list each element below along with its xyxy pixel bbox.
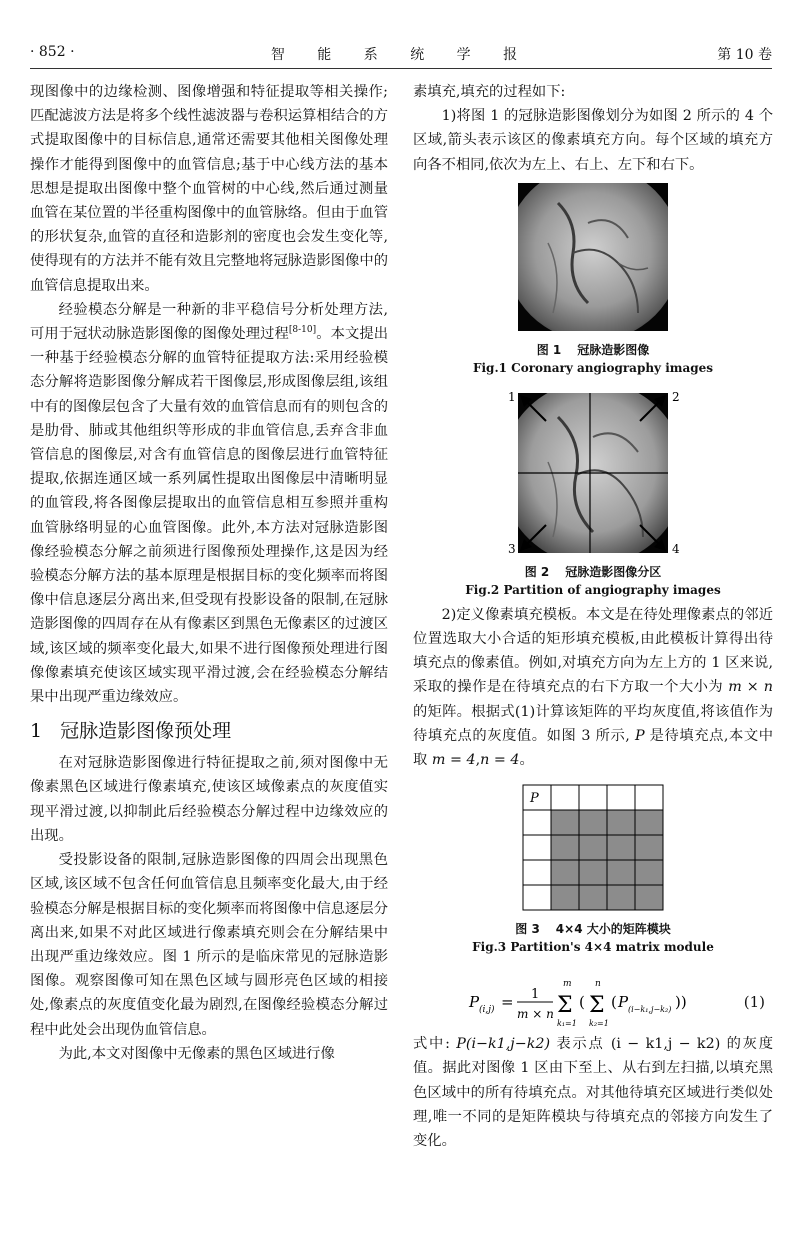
- fill-cell: [523, 810, 551, 835]
- svg-text:m: m: [563, 979, 572, 990]
- template-cell: [607, 860, 635, 885]
- figure-2-caption-zh: 图 2 冠脉造影图像分区: [524, 564, 662, 579]
- figure-1: [413, 183, 773, 377]
- fill-cell: [523, 860, 551, 885]
- paragraph-step1: 1)将图 1 的冠脉造影图像划分为如图 2 所示的 4 个区域,箭头表示该区的像素填充方向。每个区域的填充方向各不相同,依次为左上、右上、左下和右下。: [413, 108, 773, 173]
- section-number: 1: [30, 720, 43, 743]
- figure-1-caption-en: Fig.1 Coronary angiography images: [472, 360, 714, 375]
- left-column: [30, 80, 388, 1066]
- svg-text:k₂=1: k₂=1: [589, 1019, 609, 1029]
- paragraph-methods-cont: 现图像中的边缘检测、图像增强和特征提取等相关操作;匹配滤波方法是将多个线性滤波器与卷积运算相结合的方式提取图像中的目标信息,通常还需要其他相关图像处理操作才能得到图像中的血管信息;基于中心线方法的基本思想是提取出图像中整个血管树的中心线,然后通过测量血管在某位置的半径重构图像中的血管脉络。但由于血管的形状复杂,血管的直径和造影剂的密度也会发生变化等,使得现有的方法并不能有效且完整地将冠脉造影图像中的血管信息提取出来。: [30, 84, 388, 294]
- region-label-4: 4: [672, 541, 680, 556]
- section-title: 冠脉造影图像预处理: [60, 720, 232, 743]
- fill-cell: [523, 885, 551, 910]
- paragraph-fill-cont: 素填充,填充的过程如下:: [413, 84, 566, 100]
- right-column: [413, 80, 773, 1153]
- svg-text:1: 1: [531, 987, 540, 1003]
- figure-1-caption-zh: 图 1 冠脉造影图像: [536, 342, 650, 357]
- svg-text:m × n: m × n: [517, 1007, 554, 1022]
- fill-cell: [579, 785, 607, 810]
- svg-text:k₁=1: k₁=1: [557, 1019, 577, 1029]
- equation-1: [413, 974, 773, 1032]
- svg-text:)): )): [675, 993, 687, 1012]
- svg-text:=: =: [501, 993, 514, 1012]
- template-cell: [635, 835, 663, 860]
- svg-text:(: (: [611, 993, 617, 1012]
- paragraph-preprocess: 在对冠脉造影图像进行特征提取之前,须对图像中无像素黑色区域进行像素填充,使该区域像素点的灰度值实现平滑过渡,以抑制此后经验模态分解过程中边缘效应的出现。: [30, 755, 388, 844]
- region-label-2: 2: [672, 389, 680, 404]
- svg-text:(i−k₁,j−k₂): (i−k₁,j−k₂): [628, 1005, 672, 1015]
- angiography-image: [518, 183, 668, 331]
- svg-text:n: n: [595, 979, 601, 990]
- template-cell: [551, 810, 579, 835]
- svg-text:P: P: [469, 993, 480, 1012]
- fill-cell: [551, 785, 579, 810]
- figure-2: [413, 387, 773, 599]
- paragraph-fill: 为此,本文对图像中无像素的黑色区域进行像: [58, 1045, 335, 1062]
- template-cell: [607, 885, 635, 910]
- region-label-1: 1: [508, 389, 516, 404]
- template-cell: [579, 885, 607, 910]
- template-cell: [635, 885, 663, 910]
- citation: [8-10]: [288, 325, 317, 336]
- template-cell: [551, 885, 579, 910]
- template-cell: [579, 835, 607, 860]
- template-cell: [579, 860, 607, 885]
- volume-label: 第 10 卷: [717, 47, 772, 63]
- header-rule: [30, 68, 772, 69]
- figure-2-caption-en: Fig.2 Partition of angiography images: [465, 582, 721, 597]
- svg-text:(: (: [579, 993, 585, 1012]
- paragraph-step2: 2)定义像素填充模板。本文是在待处理像素点的邻近位置选取大小合适的矩形填充模板,由此模板计算得出待填充点的像素值。例如,对填充方向为左上方的 1 区来说,采取的操作是在待填充点的右下方取一个大小为 m × n 的矩阵。根据式(1)计算该矩阵的平均灰度值,将该值作为待填充点的灰度值。如图 3 所示, P 是待填充点,本文中取 m = 4,n = 4。: [413, 606, 773, 769]
- template-cell: [579, 810, 607, 835]
- page-number: · 852 ·: [30, 44, 75, 60]
- angiography-partition-image: [498, 387, 688, 559]
- template-cell: [551, 860, 579, 885]
- paragraph-black-region: 受投影设备的限制,冠脉造影图像的四周会出现黑色区域,该区域不包含任何血管信息且频率变化最大,由于经验模态分解是根据目标的变化频率而将图像中信息逐层分离出来,如果不对此区域进行像素填充则会在分解结果中出现严重边缘效应。图 1 所示的是临床常见的冠脉造影图像。观察图像可知在黑色区域与圆形亮色区域的相接处,像素点的灰度值变化最为剧烈,在图像经验模态分解过程中此处会出现伪血管信息。: [30, 852, 388, 1038]
- svg-text:(i,j): (i,j): [479, 1005, 495, 1016]
- template-cell: [551, 835, 579, 860]
- equation-number: (1): [743, 993, 765, 1012]
- svg-text:Σ: Σ: [589, 993, 605, 1019]
- matrix-module-grid: [522, 784, 664, 912]
- fill-cell: [523, 835, 551, 860]
- template-cell: [607, 835, 635, 860]
- paragraph-emd-intro: 经验模态分解是一种新的非平稳信号分析处理方法,可用于冠状动脉造影图像的图像处理过程[8-10]。本文提出一种基于经验模态分解的血管特征提取方法:采用经验模态分解将造影图像分解成若干图像层,形成图像层组,该组中有的图像层包含了大量有效的血管信息而有的则包含的是肋骨、肺或其他组织等形成的非血管信息,丢弃含非血管信息的图像层,对含有血管信息的图像层进行血管特征提取,依据连通区域一系列属性提取出图像层中清晰明显的血管段,将各图像层提取出的血管信息相互参照并重构血管脉络明显的心血管图像。此外,本方法对冠脉造影图像经验模态分解之前须进行图像预处理操作,这是因为经验模态分解方法的基本原理是根据目标的变化频率而将图像中信息逐层分离出来,但受现有投影设备的限制,在冠脉造影图像的四周存在从有像素区到黑色无像素区的过渡区域,该区域的频率变化最大,如果不进行图像预处理进行图像像素填充使该区域实现平滑过渡,会在经验模态分解结果中出现严重边缘效应。: [30, 301, 389, 706]
- fill-cell: [635, 785, 663, 810]
- fill-cell: [607, 785, 635, 810]
- equation-graphic: [413, 974, 733, 1032]
- figure-3: [413, 784, 773, 956]
- svg-text:Σ: Σ: [557, 993, 573, 1019]
- fill-point-label: P: [530, 791, 539, 807]
- section-heading: [30, 717, 388, 745]
- figure-3-caption-zh: 图 3 4×4 大小的矩阵模块: [515, 922, 671, 937]
- svg-text:P: P: [618, 993, 629, 1012]
- running-header: [30, 44, 772, 68]
- template-cell: [607, 810, 635, 835]
- template-cell: [635, 810, 663, 835]
- region-label-3: 3: [508, 541, 516, 556]
- paragraph-equation-explain: 式中: P(i−k1,j−k2) 表示点 (i − k1,j − k2) 的灰度值。据此对图像 1 区由下至上、从右到左扫描,以填充黑色区域中的所有待填充点。对其他待填充区域进行类似处理,唯一不同的是矩阵模块与待填充点的邻接方向发生了变化。: [413, 1036, 773, 1150]
- template-cell: [635, 860, 663, 885]
- journal-title: 智 能 系 统 学 报: [270, 47, 532, 63]
- figure-3-caption-en: Fig.3 Partition's 4×4 matrix module: [472, 940, 714, 955]
